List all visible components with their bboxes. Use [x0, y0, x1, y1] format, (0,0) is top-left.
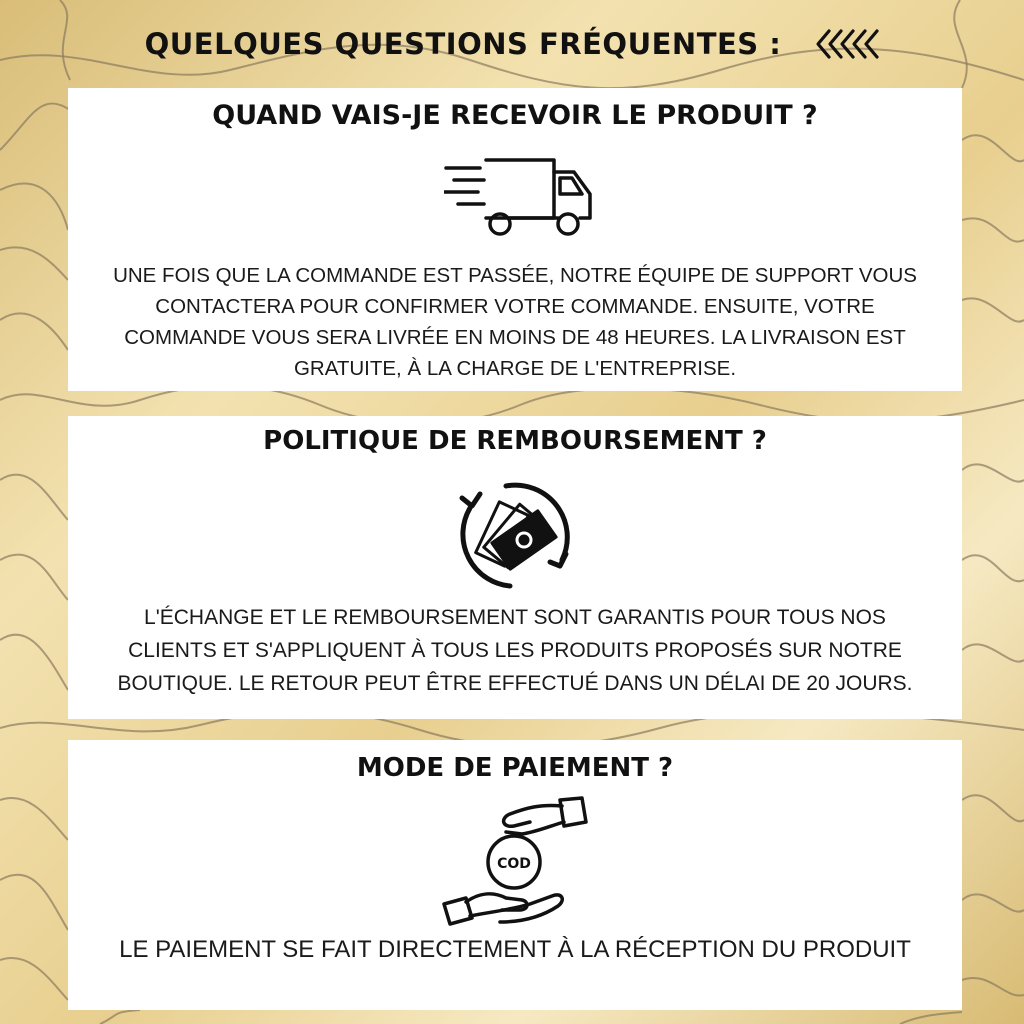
- faq-answer: UNE FOIS QUE LA COMMANDE EST PASSÉE, NOTRE ÉQUIPE DE SUPPORT VOUS CONTACTERA POUR CONFIRMER VOTRE COMMANDE. ENSUITE, VOTRE COMMANDE VOUS SERA LIVRÉE EN MOINS DE 48 HEURES. LA LIVRAISON EST GRATUITE, À LA CHARGE DE L'ENTREPRISE.: [113, 264, 917, 380]
- money-refund-icon: [450, 478, 576, 594]
- faq-card-payment: [68, 740, 962, 1010]
- cod-label: COD: [497, 856, 531, 872]
- faq-card-refund: [68, 416, 962, 719]
- faq-answer: LE PAIEMENT SE FAIT DIRECTEMENT À LA RÉCEPTION DU PRODUIT: [119, 936, 911, 963]
- faq-title: QUAND VAIS-JE RECEVOIR LE PRODUIT ?: [212, 100, 818, 131]
- page-title: QUELQUES QUESTIONS FRÉQUENTES :: [144, 27, 782, 61]
- delivery-truck-icon: [444, 154, 594, 240]
- faq-title: MODE DE PAIEMENT ?: [356, 753, 674, 783]
- faq-card-delivery: [68, 88, 962, 391]
- chevrons-left-icon: [815, 27, 879, 61]
- faq-title: POLITIQUE DE REMBOURSEMENT ?: [263, 426, 767, 456]
- faq-answer: L'ÉCHANGE ET LE REMBOURSEMENT SONT GARANTIS POUR TOUS NOS CLIENTS ET S'APPLIQUENT À TOUS LES PRODUITS PROPOSÉS SUR NOTRE BOUTIQUE. LE RETOUR PEUT ÊTRE EFFECTUÉ DANS UN DÉLAI DE 20 JOURS.: [117, 606, 913, 695]
- cash-on-delivery-icon: [440, 792, 590, 932]
- page-header: [0, 20, 1024, 68]
